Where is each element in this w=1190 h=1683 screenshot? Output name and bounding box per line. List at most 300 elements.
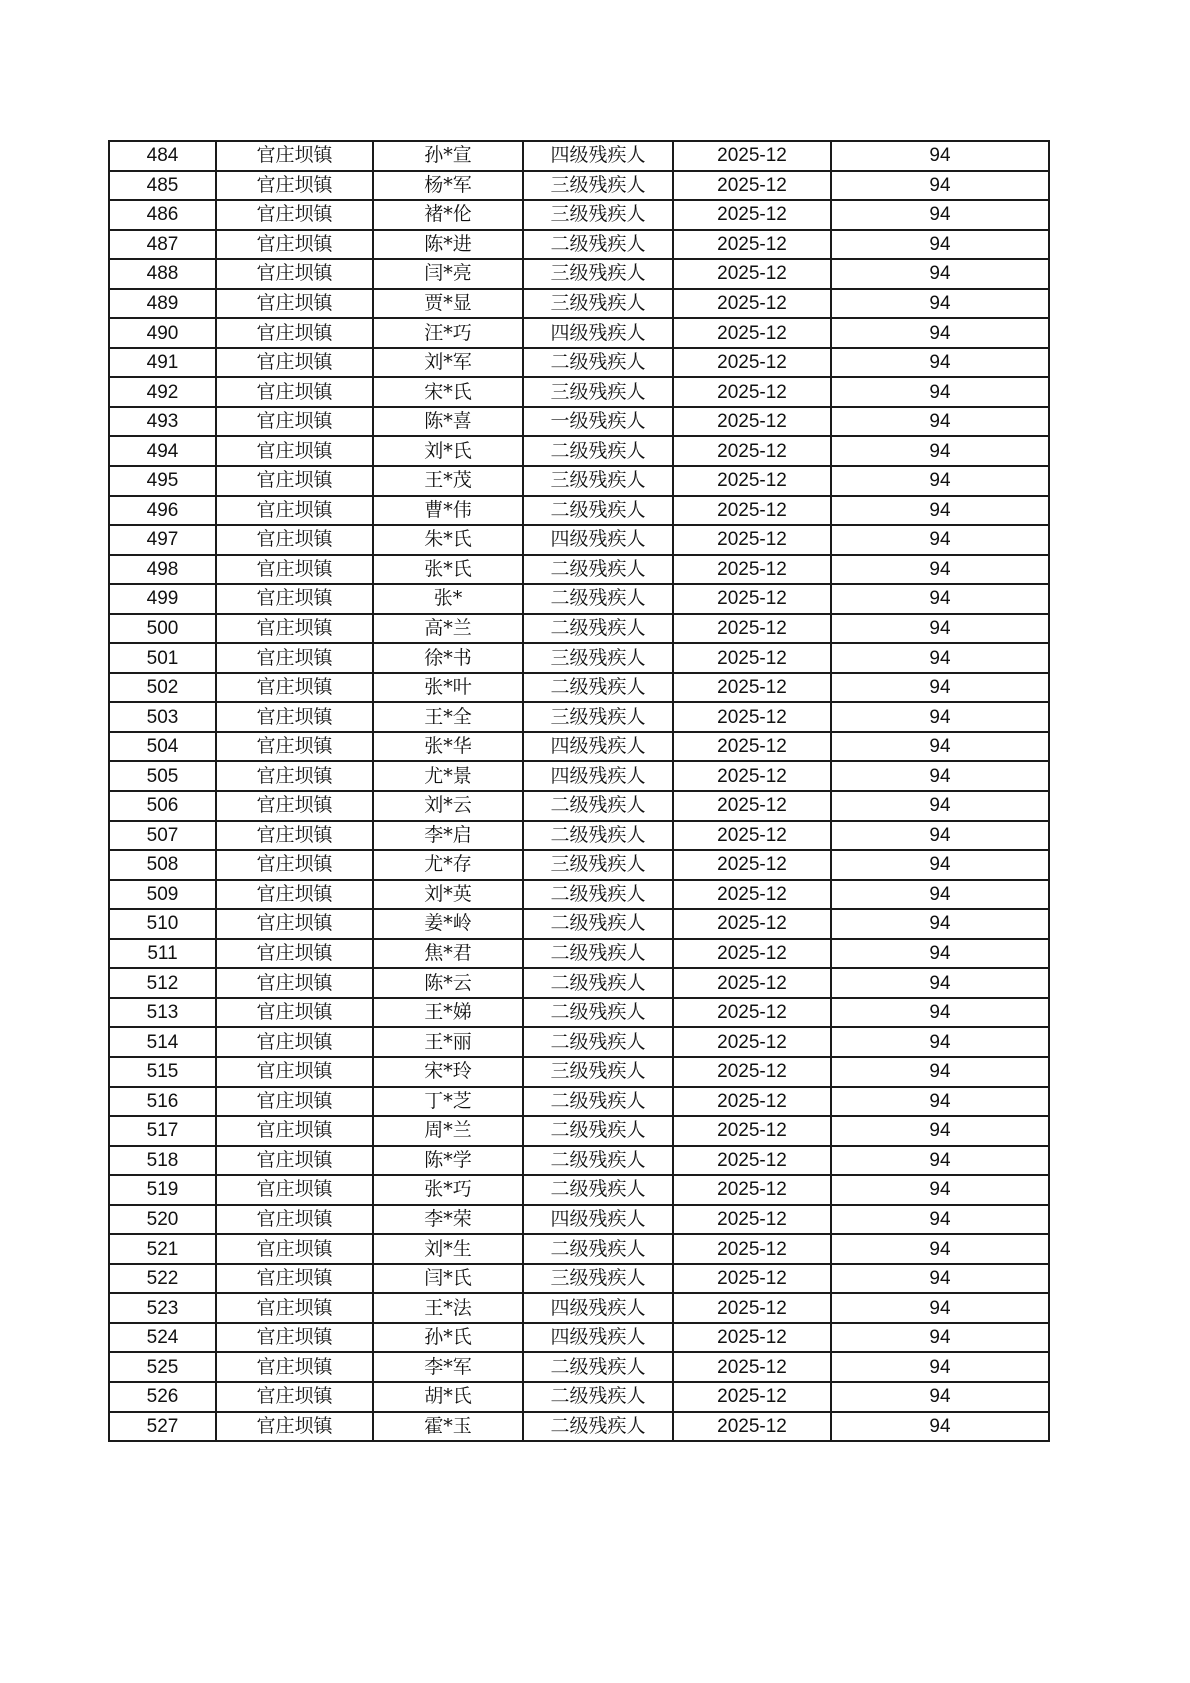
row-number-cell: 506 bbox=[109, 791, 216, 821]
town-cell: 官庄坝镇 bbox=[216, 1027, 373, 1057]
town-cell: 官庄坝镇 bbox=[216, 880, 373, 910]
town-cell: 官庄坝镇 bbox=[216, 1146, 373, 1176]
row-number-cell: 513 bbox=[109, 998, 216, 1028]
town-cell: 官庄坝镇 bbox=[216, 850, 373, 880]
month-cell: 2025-12 bbox=[673, 791, 831, 821]
row-number-cell: 502 bbox=[109, 673, 216, 703]
row-number-cell: 501 bbox=[109, 643, 216, 673]
amount-cell: 94 bbox=[831, 436, 1049, 466]
town-cell: 官庄坝镇 bbox=[216, 318, 373, 348]
disability-level-cell: 三级残疾人 bbox=[523, 171, 673, 201]
table-row bbox=[109, 791, 1049, 821]
amount-cell: 94 bbox=[831, 289, 1049, 319]
month-cell: 2025-12 bbox=[673, 673, 831, 703]
disability-level-cell: 四级残疾人 bbox=[523, 1323, 673, 1353]
disability-level-cell: 二级残疾人 bbox=[523, 1352, 673, 1382]
month-cell: 2025-12 bbox=[673, 1412, 831, 1442]
disability-level-cell: 二级残疾人 bbox=[523, 673, 673, 703]
month-cell: 2025-12 bbox=[673, 1116, 831, 1146]
name-cell: 尤*景 bbox=[373, 761, 523, 791]
month-cell: 2025-12 bbox=[673, 1352, 831, 1382]
row-number-cell: 493 bbox=[109, 407, 216, 437]
disability-level-cell: 二级残疾人 bbox=[523, 909, 673, 939]
name-cell: 丁*芝 bbox=[373, 1087, 523, 1117]
amount-cell: 94 bbox=[831, 909, 1049, 939]
month-cell: 2025-12 bbox=[673, 998, 831, 1028]
month-cell: 2025-12 bbox=[673, 1146, 831, 1176]
amount-cell: 94 bbox=[831, 1146, 1049, 1176]
table-row bbox=[109, 1087, 1049, 1117]
town-cell: 官庄坝镇 bbox=[216, 348, 373, 378]
town-cell: 官庄坝镇 bbox=[216, 1382, 373, 1412]
month-cell: 2025-12 bbox=[673, 761, 831, 791]
table-row bbox=[109, 1382, 1049, 1412]
table-row bbox=[109, 289, 1049, 319]
row-number-cell: 512 bbox=[109, 968, 216, 998]
disability-level-cell: 一级残疾人 bbox=[523, 407, 673, 437]
row-number-cell: 524 bbox=[109, 1323, 216, 1353]
disability-level-cell: 四级残疾人 bbox=[523, 141, 673, 171]
row-number-cell: 492 bbox=[109, 377, 216, 407]
disability-level-cell: 三级残疾人 bbox=[523, 259, 673, 289]
disability-level-cell: 二级残疾人 bbox=[523, 791, 673, 821]
town-cell: 官庄坝镇 bbox=[216, 407, 373, 437]
amount-cell: 94 bbox=[831, 968, 1049, 998]
amount-cell: 94 bbox=[831, 880, 1049, 910]
table-row bbox=[109, 850, 1049, 880]
name-cell: 李*荣 bbox=[373, 1205, 523, 1235]
row-number-cell: 526 bbox=[109, 1382, 216, 1412]
disability-level-cell: 三级残疾人 bbox=[523, 643, 673, 673]
town-cell: 官庄坝镇 bbox=[216, 584, 373, 614]
amount-cell: 94 bbox=[831, 850, 1049, 880]
table-row bbox=[109, 436, 1049, 466]
month-cell: 2025-12 bbox=[673, 318, 831, 348]
disability-level-cell: 二级残疾人 bbox=[523, 436, 673, 466]
disability-level-cell: 二级残疾人 bbox=[523, 614, 673, 644]
row-number-cell: 520 bbox=[109, 1205, 216, 1235]
name-cell: 宋*玲 bbox=[373, 1057, 523, 1087]
row-number-cell: 521 bbox=[109, 1234, 216, 1264]
month-cell: 2025-12 bbox=[673, 1175, 831, 1205]
row-number-cell: 488 bbox=[109, 259, 216, 289]
table-row bbox=[109, 496, 1049, 526]
town-cell: 官庄坝镇 bbox=[216, 289, 373, 319]
disability-level-cell: 四级残疾人 bbox=[523, 1205, 673, 1235]
disability-level-cell: 二级残疾人 bbox=[523, 1146, 673, 1176]
row-number-cell: 487 bbox=[109, 230, 216, 260]
month-cell: 2025-12 bbox=[673, 909, 831, 939]
disability-level-cell: 三级残疾人 bbox=[523, 377, 673, 407]
row-number-cell: 518 bbox=[109, 1146, 216, 1176]
row-number-cell: 499 bbox=[109, 584, 216, 614]
table-row bbox=[109, 1116, 1049, 1146]
table-row bbox=[109, 1146, 1049, 1176]
table-row bbox=[109, 732, 1049, 762]
name-cell: 陈*喜 bbox=[373, 407, 523, 437]
town-cell: 官庄坝镇 bbox=[216, 643, 373, 673]
town-cell: 官庄坝镇 bbox=[216, 555, 373, 585]
disability-level-cell: 二级残疾人 bbox=[523, 968, 673, 998]
amount-cell: 94 bbox=[831, 732, 1049, 762]
amount-cell: 94 bbox=[831, 1234, 1049, 1264]
name-cell: 张*巧 bbox=[373, 1175, 523, 1205]
month-cell: 2025-12 bbox=[673, 259, 831, 289]
disability-level-cell: 三级残疾人 bbox=[523, 1264, 673, 1294]
month-cell: 2025-12 bbox=[673, 525, 831, 555]
amount-cell: 94 bbox=[831, 230, 1049, 260]
row-number-cell: 491 bbox=[109, 348, 216, 378]
amount-cell: 94 bbox=[831, 141, 1049, 171]
name-cell: 陈*学 bbox=[373, 1146, 523, 1176]
name-cell: 李*启 bbox=[373, 821, 523, 851]
name-cell: 张*氏 bbox=[373, 555, 523, 585]
table-row bbox=[109, 968, 1049, 998]
month-cell: 2025-12 bbox=[673, 1293, 831, 1323]
amount-cell: 94 bbox=[831, 584, 1049, 614]
amount-cell: 94 bbox=[831, 614, 1049, 644]
town-cell: 官庄坝镇 bbox=[216, 821, 373, 851]
town-cell: 官庄坝镇 bbox=[216, 1323, 373, 1353]
disability-level-cell: 二级残疾人 bbox=[523, 1175, 673, 1205]
name-cell: 孙*宣 bbox=[373, 141, 523, 171]
row-number-cell: 494 bbox=[109, 436, 216, 466]
month-cell: 2025-12 bbox=[673, 968, 831, 998]
name-cell: 张*叶 bbox=[373, 673, 523, 703]
disability-level-cell: 二级残疾人 bbox=[523, 939, 673, 969]
disability-level-cell: 三级残疾人 bbox=[523, 466, 673, 496]
amount-cell: 94 bbox=[831, 1057, 1049, 1087]
table-row bbox=[109, 141, 1049, 171]
disability-level-cell: 二级残疾人 bbox=[523, 1027, 673, 1057]
table-row bbox=[109, 318, 1049, 348]
name-cell: 尤*存 bbox=[373, 850, 523, 880]
town-cell: 官庄坝镇 bbox=[216, 673, 373, 703]
town-cell: 官庄坝镇 bbox=[216, 732, 373, 762]
table-row bbox=[109, 1234, 1049, 1264]
town-cell: 官庄坝镇 bbox=[216, 968, 373, 998]
name-cell: 刘*生 bbox=[373, 1234, 523, 1264]
amount-cell: 94 bbox=[831, 1382, 1049, 1412]
town-cell: 官庄坝镇 bbox=[216, 436, 373, 466]
disability-level-cell: 二级残疾人 bbox=[523, 821, 673, 851]
month-cell: 2025-12 bbox=[673, 1057, 831, 1087]
row-number-cell: 508 bbox=[109, 850, 216, 880]
row-number-cell: 516 bbox=[109, 1087, 216, 1117]
row-number-cell: 527 bbox=[109, 1412, 216, 1442]
amount-cell: 94 bbox=[831, 318, 1049, 348]
disability-level-cell: 二级残疾人 bbox=[523, 880, 673, 910]
row-number-cell: 505 bbox=[109, 761, 216, 791]
amount-cell: 94 bbox=[831, 821, 1049, 851]
row-number-cell: 485 bbox=[109, 171, 216, 201]
town-cell: 官庄坝镇 bbox=[216, 259, 373, 289]
table-row bbox=[109, 1057, 1049, 1087]
disability-level-cell: 二级残疾人 bbox=[523, 230, 673, 260]
disability-level-cell: 三级残疾人 bbox=[523, 289, 673, 319]
town-cell: 官庄坝镇 bbox=[216, 200, 373, 230]
month-cell: 2025-12 bbox=[673, 1205, 831, 1235]
row-number-cell: 490 bbox=[109, 318, 216, 348]
table-row bbox=[109, 761, 1049, 791]
town-cell: 官庄坝镇 bbox=[216, 761, 373, 791]
row-number-cell: 522 bbox=[109, 1264, 216, 1294]
month-cell: 2025-12 bbox=[673, 821, 831, 851]
table-row bbox=[109, 466, 1049, 496]
name-cell: 霍*玉 bbox=[373, 1412, 523, 1442]
month-cell: 2025-12 bbox=[673, 1027, 831, 1057]
amount-cell: 94 bbox=[831, 1352, 1049, 1382]
town-cell: 官庄坝镇 bbox=[216, 466, 373, 496]
amount-cell: 94 bbox=[831, 673, 1049, 703]
disability-level-cell: 二级残疾人 bbox=[523, 555, 673, 585]
amount-cell: 94 bbox=[831, 939, 1049, 969]
table-row bbox=[109, 939, 1049, 969]
table-row bbox=[109, 673, 1049, 703]
table-row bbox=[109, 584, 1049, 614]
name-cell: 姜*岭 bbox=[373, 909, 523, 939]
amount-cell: 94 bbox=[831, 496, 1049, 526]
name-cell: 朱*氏 bbox=[373, 525, 523, 555]
name-cell: 刘*英 bbox=[373, 880, 523, 910]
name-cell: 王*丽 bbox=[373, 1027, 523, 1057]
table-row bbox=[109, 998, 1049, 1028]
name-cell: 王*法 bbox=[373, 1293, 523, 1323]
month-cell: 2025-12 bbox=[673, 230, 831, 260]
disability-level-cell: 二级残疾人 bbox=[523, 1234, 673, 1264]
table-row bbox=[109, 821, 1049, 851]
month-cell: 2025-12 bbox=[673, 643, 831, 673]
name-cell: 闫*氏 bbox=[373, 1264, 523, 1294]
table-row bbox=[109, 702, 1049, 732]
table-row bbox=[109, 1175, 1049, 1205]
name-cell: 张*华 bbox=[373, 732, 523, 762]
amount-cell: 94 bbox=[831, 643, 1049, 673]
name-cell: 焦*君 bbox=[373, 939, 523, 969]
town-cell: 官庄坝镇 bbox=[216, 171, 373, 201]
amount-cell: 94 bbox=[831, 407, 1049, 437]
month-cell: 2025-12 bbox=[673, 1234, 831, 1264]
town-cell: 官庄坝镇 bbox=[216, 791, 373, 821]
row-number-cell: 523 bbox=[109, 1293, 216, 1323]
town-cell: 官庄坝镇 bbox=[216, 496, 373, 526]
name-cell: 杨*军 bbox=[373, 171, 523, 201]
name-cell: 周*兰 bbox=[373, 1116, 523, 1146]
table-row bbox=[109, 1412, 1049, 1442]
town-cell: 官庄坝镇 bbox=[216, 230, 373, 260]
row-number-cell: 484 bbox=[109, 141, 216, 171]
town-cell: 官庄坝镇 bbox=[216, 614, 373, 644]
town-cell: 官庄坝镇 bbox=[216, 1293, 373, 1323]
month-cell: 2025-12 bbox=[673, 377, 831, 407]
amount-cell: 94 bbox=[831, 1264, 1049, 1294]
row-number-cell: 489 bbox=[109, 289, 216, 319]
row-number-cell: 517 bbox=[109, 1116, 216, 1146]
disability-level-cell: 三级残疾人 bbox=[523, 702, 673, 732]
row-number-cell: 514 bbox=[109, 1027, 216, 1057]
amount-cell: 94 bbox=[831, 1323, 1049, 1353]
row-number-cell: 497 bbox=[109, 525, 216, 555]
table-row bbox=[109, 200, 1049, 230]
town-cell: 官庄坝镇 bbox=[216, 1205, 373, 1235]
month-cell: 2025-12 bbox=[673, 555, 831, 585]
month-cell: 2025-12 bbox=[673, 614, 831, 644]
amount-cell: 94 bbox=[831, 791, 1049, 821]
town-cell: 官庄坝镇 bbox=[216, 525, 373, 555]
name-cell: 王*茂 bbox=[373, 466, 523, 496]
name-cell: 汪*巧 bbox=[373, 318, 523, 348]
amount-cell: 94 bbox=[831, 1412, 1049, 1442]
town-cell: 官庄坝镇 bbox=[216, 939, 373, 969]
amount-cell: 94 bbox=[831, 1205, 1049, 1235]
month-cell: 2025-12 bbox=[673, 141, 831, 171]
disability-level-cell: 四级残疾人 bbox=[523, 761, 673, 791]
row-number-cell: 509 bbox=[109, 880, 216, 910]
town-cell: 官庄坝镇 bbox=[216, 1264, 373, 1294]
table-row bbox=[109, 348, 1049, 378]
table-row bbox=[109, 171, 1049, 201]
month-cell: 2025-12 bbox=[673, 880, 831, 910]
row-number-cell: 507 bbox=[109, 821, 216, 851]
name-cell: 褚*伦 bbox=[373, 200, 523, 230]
disability-level-cell: 二级残疾人 bbox=[523, 496, 673, 526]
name-cell: 闫*亮 bbox=[373, 259, 523, 289]
table-row bbox=[109, 230, 1049, 260]
amount-cell: 94 bbox=[831, 525, 1049, 555]
month-cell: 2025-12 bbox=[673, 200, 831, 230]
row-number-cell: 498 bbox=[109, 555, 216, 585]
table-row bbox=[109, 1323, 1049, 1353]
name-cell: 孙*氏 bbox=[373, 1323, 523, 1353]
amount-cell: 94 bbox=[831, 348, 1049, 378]
name-cell: 张* bbox=[373, 584, 523, 614]
month-cell: 2025-12 bbox=[673, 584, 831, 614]
name-cell: 胡*氏 bbox=[373, 1382, 523, 1412]
disability-level-cell: 二级残疾人 bbox=[523, 1382, 673, 1412]
amount-cell: 94 bbox=[831, 761, 1049, 791]
roster-body bbox=[109, 141, 1049, 1441]
amount-cell: 94 bbox=[831, 466, 1049, 496]
disability-level-cell: 三级残疾人 bbox=[523, 200, 673, 230]
disability-level-cell: 二级残疾人 bbox=[523, 1412, 673, 1442]
town-cell: 官庄坝镇 bbox=[216, 998, 373, 1028]
table-row bbox=[109, 909, 1049, 939]
table-row bbox=[109, 1205, 1049, 1235]
disability-level-cell: 二级残疾人 bbox=[523, 998, 673, 1028]
disability-level-cell: 四级残疾人 bbox=[523, 525, 673, 555]
table-row bbox=[109, 880, 1049, 910]
name-cell: 贾*显 bbox=[373, 289, 523, 319]
month-cell: 2025-12 bbox=[673, 436, 831, 466]
row-number-cell: 525 bbox=[109, 1352, 216, 1382]
town-cell: 官庄坝镇 bbox=[216, 1234, 373, 1264]
amount-cell: 94 bbox=[831, 1116, 1049, 1146]
amount-cell: 94 bbox=[831, 555, 1049, 585]
amount-cell: 94 bbox=[831, 998, 1049, 1028]
town-cell: 官庄坝镇 bbox=[216, 702, 373, 732]
row-number-cell: 510 bbox=[109, 909, 216, 939]
amount-cell: 94 bbox=[831, 377, 1049, 407]
row-number-cell: 504 bbox=[109, 732, 216, 762]
subsidy-roster-table bbox=[108, 140, 1050, 1442]
month-cell: 2025-12 bbox=[673, 1264, 831, 1294]
row-number-cell: 511 bbox=[109, 939, 216, 969]
month-cell: 2025-12 bbox=[673, 1323, 831, 1353]
town-cell: 官庄坝镇 bbox=[216, 141, 373, 171]
town-cell: 官庄坝镇 bbox=[216, 1352, 373, 1382]
month-cell: 2025-12 bbox=[673, 348, 831, 378]
disability-level-cell: 二级残疾人 bbox=[523, 1087, 673, 1117]
row-number-cell: 503 bbox=[109, 702, 216, 732]
name-cell: 王*全 bbox=[373, 702, 523, 732]
name-cell: 刘*云 bbox=[373, 791, 523, 821]
row-number-cell: 496 bbox=[109, 496, 216, 526]
table-row bbox=[109, 555, 1049, 585]
name-cell: 王*娣 bbox=[373, 998, 523, 1028]
row-number-cell: 519 bbox=[109, 1175, 216, 1205]
name-cell: 曹*伟 bbox=[373, 496, 523, 526]
amount-cell: 94 bbox=[831, 259, 1049, 289]
amount-cell: 94 bbox=[831, 200, 1049, 230]
disability-level-cell: 四级残疾人 bbox=[523, 1293, 673, 1323]
row-number-cell: 500 bbox=[109, 614, 216, 644]
month-cell: 2025-12 bbox=[673, 732, 831, 762]
amount-cell: 94 bbox=[831, 1293, 1049, 1323]
town-cell: 官庄坝镇 bbox=[216, 377, 373, 407]
name-cell: 徐*书 bbox=[373, 643, 523, 673]
town-cell: 官庄坝镇 bbox=[216, 1175, 373, 1205]
month-cell: 2025-12 bbox=[673, 850, 831, 880]
disability-level-cell: 二级残疾人 bbox=[523, 348, 673, 378]
name-cell: 刘*氏 bbox=[373, 436, 523, 466]
amount-cell: 94 bbox=[831, 1175, 1049, 1205]
disability-level-cell: 二级残疾人 bbox=[523, 1116, 673, 1146]
month-cell: 2025-12 bbox=[673, 496, 831, 526]
amount-cell: 94 bbox=[831, 1087, 1049, 1117]
disability-level-cell: 三级残疾人 bbox=[523, 850, 673, 880]
month-cell: 2025-12 bbox=[673, 702, 831, 732]
table-row bbox=[109, 1352, 1049, 1382]
town-cell: 官庄坝镇 bbox=[216, 909, 373, 939]
month-cell: 2025-12 bbox=[673, 289, 831, 319]
disability-level-cell: 四级残疾人 bbox=[523, 732, 673, 762]
amount-cell: 94 bbox=[831, 702, 1049, 732]
name-cell: 刘*军 bbox=[373, 348, 523, 378]
town-cell: 官庄坝镇 bbox=[216, 1087, 373, 1117]
disability-level-cell: 二级残疾人 bbox=[523, 584, 673, 614]
month-cell: 2025-12 bbox=[673, 171, 831, 201]
table-row bbox=[109, 1293, 1049, 1323]
disability-level-cell: 三级残疾人 bbox=[523, 1057, 673, 1087]
table-row bbox=[109, 377, 1049, 407]
row-number-cell: 495 bbox=[109, 466, 216, 496]
name-cell: 李*军 bbox=[373, 1352, 523, 1382]
town-cell: 官庄坝镇 bbox=[216, 1412, 373, 1442]
month-cell: 2025-12 bbox=[673, 466, 831, 496]
name-cell: 陈*云 bbox=[373, 968, 523, 998]
name-cell: 陈*进 bbox=[373, 230, 523, 260]
amount-cell: 94 bbox=[831, 171, 1049, 201]
table-row bbox=[109, 1027, 1049, 1057]
table-row bbox=[109, 259, 1049, 289]
month-cell: 2025-12 bbox=[673, 1087, 831, 1117]
row-number-cell: 486 bbox=[109, 200, 216, 230]
month-cell: 2025-12 bbox=[673, 1382, 831, 1412]
month-cell: 2025-12 bbox=[673, 939, 831, 969]
amount-cell: 94 bbox=[831, 1027, 1049, 1057]
row-number-cell: 515 bbox=[109, 1057, 216, 1087]
town-cell: 官庄坝镇 bbox=[216, 1057, 373, 1087]
